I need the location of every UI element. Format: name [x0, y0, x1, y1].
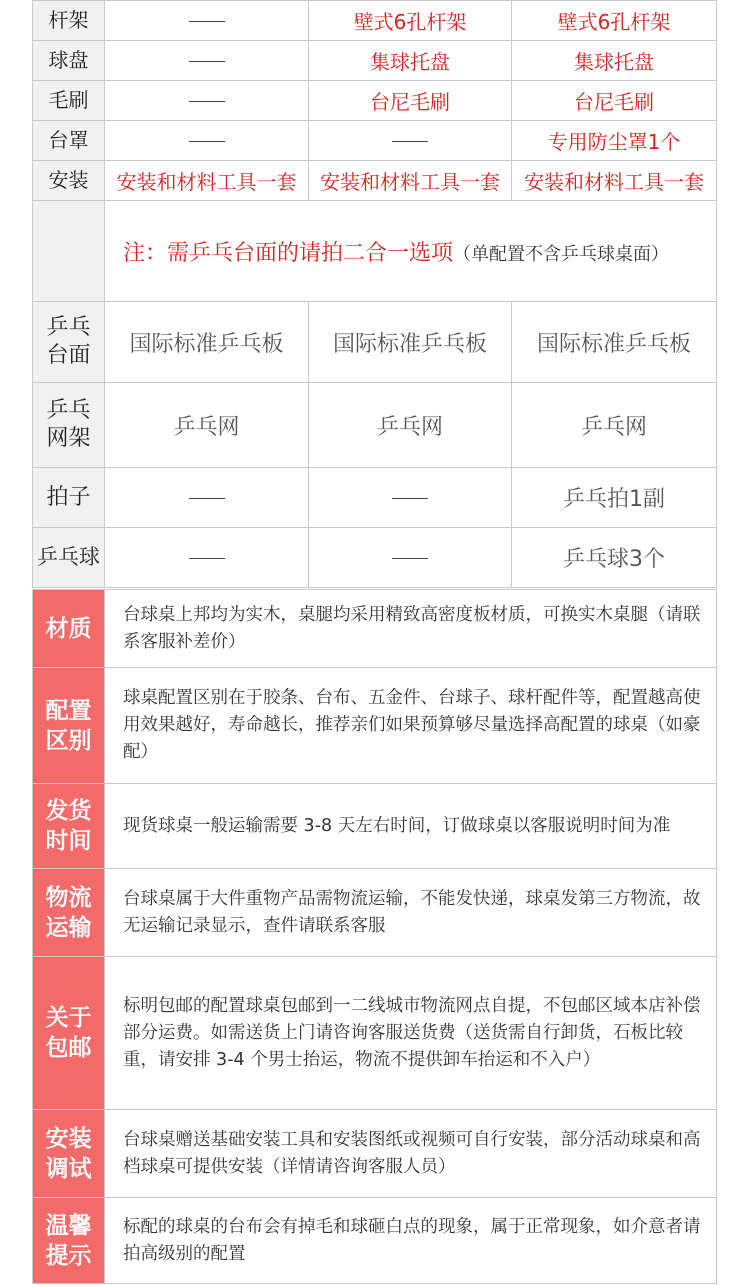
table-row: [33, 1, 717, 41]
cell-high: 专用防尘罩1个: [512, 121, 717, 161]
dash-mark: [189, 141, 225, 142]
table-row: [33, 81, 717, 121]
table-row: [33, 41, 717, 81]
cell-basic: [105, 528, 309, 588]
info-text: 现货球桌一般运输需要 3-8 天左右时间，订做球桌以客服说明时间为准: [105, 784, 717, 869]
info-tag: [33, 957, 105, 1110]
info-tag: [33, 784, 105, 869]
cell-basic: [105, 1, 309, 41]
info-tag-text: 材质: [45, 615, 92, 642]
note-main-text: 注：需乒乓台面的请拍二合一选项: [123, 240, 454, 266]
cell-high: 集球托盘: [512, 41, 717, 81]
note-sub-text: （单配置不含乒乓球桌面）: [453, 243, 670, 265]
cell-high: 乒乓网: [512, 383, 717, 468]
note-cell: [105, 201, 717, 302]
table-row: [33, 468, 717, 528]
info-row: [33, 869, 717, 957]
cell-basic: [105, 121, 309, 161]
info-tag-text: 温馨提示: [45, 1212, 92, 1269]
row-label: 台罩: [33, 121, 105, 161]
cell-high: 乒乓拍1副: [512, 468, 717, 528]
dash-mark: [189, 21, 225, 22]
cell-mid: 国际标准乒乓板: [309, 302, 512, 383]
row-label: 毛刷: [33, 81, 105, 121]
table-row: [33, 383, 717, 468]
info-tag: [33, 869, 105, 957]
cell-high: 国际标准乒乓板: [512, 302, 717, 383]
cell-mid: [309, 528, 512, 588]
dash-mark: [392, 498, 428, 499]
info-text: 标配的球桌的台布会有掉毛和球砸白点的现象，属于正常现象，如介意者请拍高级别的配置: [105, 1198, 717, 1284]
config-table-wrap: [32, 0, 716, 588]
note-row: [33, 201, 717, 302]
table-row: [33, 302, 717, 383]
row-label: [33, 383, 105, 468]
row-label: [33, 302, 105, 383]
cell-basic: 安装和材料工具一套: [105, 161, 309, 201]
cell-mid: 安装和材料工具一套: [309, 161, 512, 201]
cell-basic: [105, 41, 309, 81]
info-row: [33, 590, 717, 668]
cell-high: 安装和材料工具一套: [512, 161, 717, 201]
info-row: [33, 957, 717, 1110]
info-text: 标明包邮的配置球桌包邮到一二线城市物流网点自提，不包邮区域本店补偿部分运费。如需送货上门请咨询客服送货费（送货需自行卸货，石板比较重，请安排 3-4 个男士抬运，物流不提供卸车抬运和不入户）: [105, 957, 717, 1110]
info-table: [32, 589, 717, 1284]
info-tag: [33, 1110, 105, 1198]
note-label-cell: [33, 201, 105, 302]
info-text: 台球桌上邦均为实木，桌腿均采用精致高密度板材质，可换实木桌腿（请联系客服补差价）: [105, 590, 717, 668]
dash-mark: [189, 101, 225, 102]
row-label: 乒乓球: [33, 528, 105, 588]
info-tag-text: 安装调试: [45, 1125, 92, 1182]
table-row: [33, 121, 717, 161]
cell-basic: [105, 468, 309, 528]
info-row: [33, 784, 717, 869]
info-row: [33, 1110, 717, 1198]
dash-mark: [392, 558, 428, 559]
info-tag-text: 配置区别: [45, 697, 92, 754]
row-label-text: 乒乓台面: [46, 315, 91, 368]
info-text: 球桌配置区别在于胶条、台布、五金件、台球子、球杆配件等，配置越高使用效果越好，寿命越长，推荐亲们如果预算够尽量选择高配置的球桌（如豪配）: [105, 668, 717, 784]
info-tag: [33, 668, 105, 784]
cell-high: 乒乓球3个: [512, 528, 717, 588]
info-tag-text: 关于包邮: [45, 1005, 92, 1061]
info-text: 台球桌属于大件重物产品需物流运输，不能发快递，球桌发第三方物流，故无运输记录显示，查件请联系客服: [105, 869, 717, 957]
cell-mid: 壁式6孔杆架: [309, 1, 512, 41]
dash-mark: [189, 498, 225, 499]
dash-mark: [189, 61, 225, 62]
cell-basic: [105, 81, 309, 121]
row-label-text: 乒乓网架: [46, 398, 91, 451]
cell-mid: [309, 121, 512, 161]
dash-mark: [392, 141, 428, 142]
row-label: 杆架: [33, 1, 105, 41]
cell-mid: 集球托盘: [309, 41, 512, 81]
cell-high: 壁式6孔杆架: [512, 1, 717, 41]
info-tag-text: 发货时间: [45, 798, 92, 854]
cell-basic: 乒乓网: [105, 383, 309, 468]
table-row: [33, 161, 717, 201]
table-row: [33, 528, 717, 588]
row-label: 球盘: [33, 41, 105, 81]
info-text: 台球桌赠送基础安装工具和安装图纸或视频可自行安装，部分活动球桌和高档球桌可提供安装（详情请咨询客服人员）: [105, 1110, 717, 1198]
cell-basic: 国际标准乒乓板: [105, 302, 309, 383]
info-tag: [33, 1198, 105, 1284]
cell-mid: [309, 468, 512, 528]
config-table: [32, 0, 717, 588]
row-label: 拍子: [33, 468, 105, 528]
cell-mid: 乒乓网: [309, 383, 512, 468]
cell-mid: 台尼毛刷: [309, 81, 512, 121]
info-tag-text: 物流运输: [45, 884, 92, 941]
cell-high: 台尼毛刷: [512, 81, 717, 121]
dash-mark: [189, 558, 225, 559]
row-label: 安装: [33, 161, 105, 201]
info-tag: [33, 590, 105, 668]
info-row: [33, 668, 717, 784]
info-row: [33, 1198, 717, 1284]
